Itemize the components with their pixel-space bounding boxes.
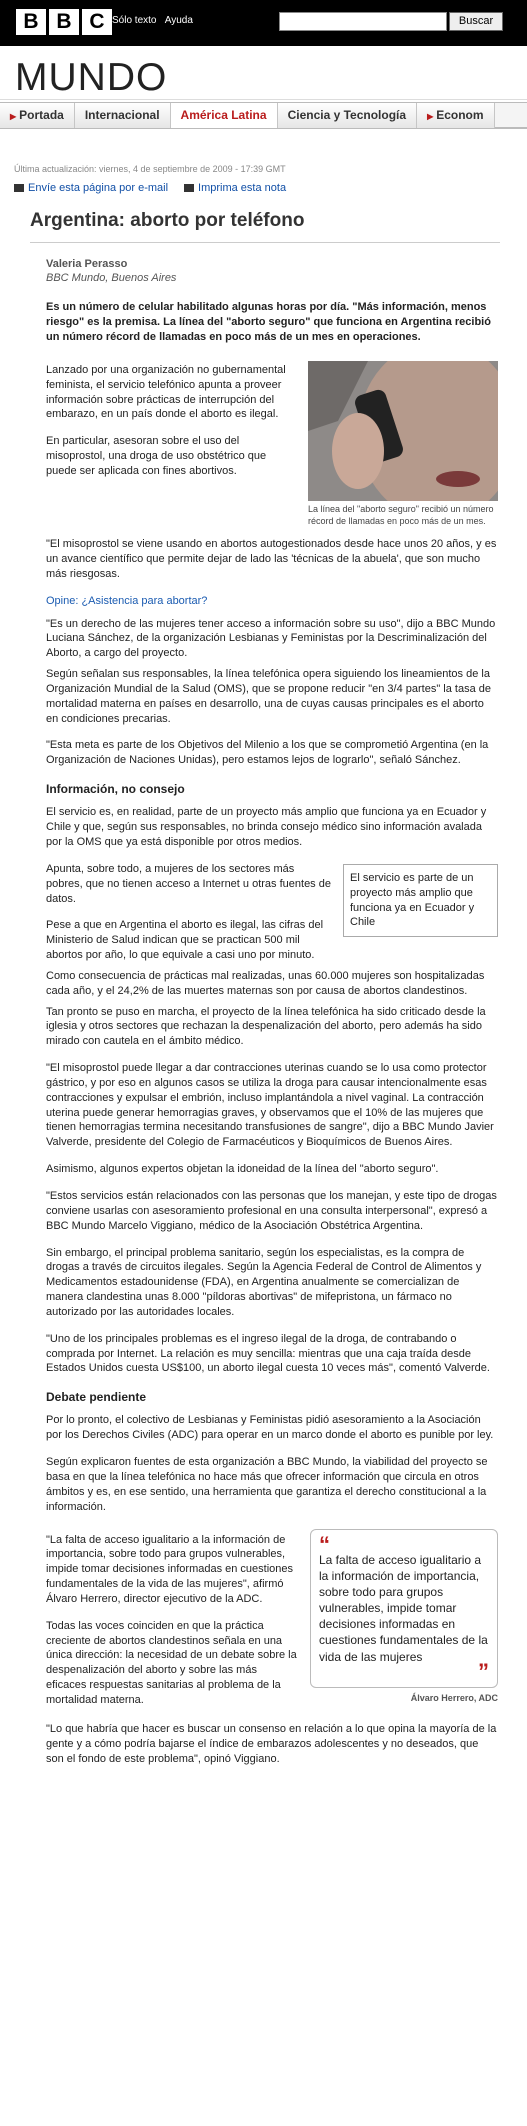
tab-portada[interactable] [0,103,75,128]
pull-quote-text: La falta de acceso igualitario a la información de importancia, sobre todo para grupos vulnerables, impide tomar decisiones informadas en cuestiones fundamentales de la vida de las mujeres [319,1552,488,1664]
last-updated: Última actualización: viernes, 4 de septiembre de 2009 - 17:39 GMT [14,164,286,174]
tab-label: Econom [436,108,484,122]
pull-quote-author: Álvaro Herrero, ADC [410,1692,498,1703]
tab-label: Ciencia y Tecnología [287,108,407,122]
paragraph: Sin embargo, el principal problema sanitario, según los especialistas, es la compra de drogas a través de circuitos ilegales. Según la Agencia Federal de Control de Alimentos y Medicamentos estadounidense (FDA), en Argentina anualmente se comercializan de manera clandestina unas 8.000 "píldoras abortivas" de mifepristona, un fármaco no autorizado por las autoridades locales. [46,1246,482,1318]
paragraph: Como consecuencia de prácticas mal realizadas, unas 60.000 mujeres son hospitalizadas cada año, y el 24,2% de las muertes maternas son por causa de abortos clandestinos. [46,969,485,997]
paragraph: Lanzado por una organización no gubernamental feminista, el servicio telefónico apunta a proveer información sobre prácticas de interrupción del embarazo, en un país donde el aborto es ilegal. [46,363,286,421]
paragraph: "La falta de acceso igualitario a la información de importancia, sobre todo para grupos vulnerables, impide tomar decisiones informadas en cuestiones fundamentales de la vida de las mujeres", afirmó Álvaro Herrero, director ejecutivo de la ADC. [46,1533,294,1605]
paragraph: Todas las voces coinciden en que la práctica creciente de abortos clandestinos señala en una única dirección: la necesidad de un debate sobre la despenalización del aborto y sobre las más eficaces respuestas sanitarias al problema de la mortalidad materna. [46,1619,297,1706]
article-photo [308,361,498,527]
paragraph: "Estos servicios están relacionados con las personas que los manejan, y este tipo de drogas conviene usarlas con asesoramiento profesional en una consulta interpersonal", expresó a BBC Mundo Marcelo Viggiano, médico de la Asociación Obstétrica Argentina. [46,1190,497,1232]
text-only-link[interactable]: Sólo texto [112,15,157,26]
paragraph: "Es un derecho de las mujeres tener acceso a información sobre su uso", dijo a BBC Mundo Luciana Sánchez, de la organización Lesbianas y Feministas por la Descriminalización del Aborto, a cargo del proyecto. [46,617,496,660]
paragraph: "El misoprostol puede llegar a dar contracciones uterinas cuando se lo usa como protector gástrico, y por eso en algunos casos se utiliza la droga para causar intencionalmente esas contracciones y expulsar el embrión, incluso implantándola a nivel vaginal. La contracción uterina puede generar hemorragias graves, y observamos que el 10% de las mujeres que tienen hemorragias termina necesitando transfusiones de sangre", dijo a BBC Mundo Javier Valverde, presidente del Colegio de Farmacéuticos y Bioquímicos de Buenos Aires. [46,1062,494,1149]
section-heading-info: Información, no consejo [46,782,185,797]
mundo-logo[interactable]: MUNDO [15,56,168,99]
tab-ciencia-tecnologia[interactable] [278,103,417,128]
phone-photo [308,361,498,501]
print-label: Imprima esta nota [198,182,287,195]
printer-icon [184,184,194,192]
paragraph: "El misoprostol se viene usando en abortos autogestionados desde hace unos 20 años, y es un avance científico que permite dejar de lado las 'técnicas de la abuela', que son mucho más riesgosas. [46,538,497,580]
tab-economia[interactable] [417,103,495,128]
tab-america-latina[interactable] [171,103,278,128]
search-input[interactable] [279,12,447,31]
paragraph: Apunta, sobre todo, a mujeres de los sectores más pobres, que no tienen acceso a Internet u otras fuentes de datos. [46,862,331,905]
bbc-logo-letter: C [82,9,112,35]
arrow-right-icon: ▶ [427,112,434,121]
paragraph: Según señalan sus responsables, la línea telefónica opera siguiendo los lineamientos de la Organización Mundial de la Salud (OMS), que se propone reducir "en 3/4 partes" la tasa de mortalidad materna en países en desarrollo, una de cuyas causas principales es el aborto en condiciones precarias. [46,668,492,725]
article-lead: Es un número de celular habilitado algunas horas por día. "Más información, menos riesgo" es la premisa. La línea del "aborto seguro" que funciona en Argentina recibió un número récord de llamadas en poco más de un mes en operaciones. [46,301,491,343]
paragraph: Asimismo, algunos expertos objetan la idoneidad de la línea del "aborto seguro". [46,1163,439,1176]
paragraph: En particular, asesoran sobre el uso del misoprostol, una droga de uso obstétrico que puede ser aplicada con fines abortivos. [46,435,267,477]
paragraph: "Uno de los principales problemas es el ingreso ilegal de la droga, de contrabando o comprada por Internet. La relación es muy sencilla: mientras que una caja traída desde Estados Unidos cuesta US$100, un aborto ilegal cuesta 10 veces más", comentó Valverde. [46,1332,490,1375]
opine-link[interactable]: Opine: ¿Asistencia para abortar? [46,594,208,607]
section-heading-debate: Debate pendiente [46,1390,147,1405]
paragraph: Según explicaron fuentes de esta organización a BBC Mundo, la viabilidad del proyecto se basa en que la línea telefónica no hace más que ofrecer información que circula en otros ámbitos y es, en ese sentido, una herramienta que garantiza el derecho constitucional a la información. [46,1456,488,1513]
byline [46,257,527,287]
pull-quote-box [310,1529,498,1688]
top-links [112,14,199,28]
email-label: Envíe esta página por e-mail [28,182,169,195]
tab-label: América Latina [180,108,267,122]
tab-internacional[interactable] [75,103,171,128]
article-meta [0,159,527,196]
top-bar [0,0,527,46]
nav-spacer [0,129,527,159]
fact-box: El servicio es parte de un proyecto más amplio que funciona ya en Ecuador y Chile [343,864,498,937]
main-nav [0,102,527,129]
article-tools [14,181,513,196]
article-body [46,300,498,1766]
brand-header [0,46,527,100]
search-button[interactable]: Buscar [449,12,503,31]
close-quote-icon: ” [478,1658,489,1684]
email-page-link[interactable] [14,181,168,196]
author-name: Valeria Perasso [46,257,128,270]
bbc-logo[interactable] [16,9,112,35]
paragraph: Por lo pronto, el colectivo de Lesbianas y Feministas pidió asesoramiento a la Asociación por los Derechos Civiles (ADC) para operar en un marco donde el aborto es punible por ley. [46,1414,494,1442]
paragraph: El servicio es, en realidad, parte de un proyecto más amplio que funciona ya en Ecuador y Chile y que, según sus responsables, no brinda consejo médico sino información avalada por la OMS que ya está disponible por otros medios. [46,806,487,848]
envelope-icon [14,184,24,192]
paragraph: Pese a que en Argentina el aborto es ilegal, las cifras del Ministerio de Salud indican que se practican 500 mil abortos por año, lo que equivale a casi uno por minuto. [46,919,324,962]
paragraph: Tan pronto se puso en marcha, el proyecto de la línea telefónica ha sido criticado desde la iglesia y otros sectores que rechazan la despenalización del aborto, pero además ha sido mirado con cautela en el ámbito médico. [46,1005,486,1048]
paragraph: "Esta meta es parte de los Objetivos del Milenio a los que se comprometió Argentina (en la Organización de Naciones Unidas), pero estamos lejos de lograrlo", señaló Sánchez. [46,739,489,767]
open-quote-icon: “ [319,1531,330,1557]
pull-quote [310,1529,498,1704]
help-link[interactable]: Ayuda [164,15,193,26]
article-headline: Argentina: aborto por teléfono [30,208,500,243]
author-source: BBC Mundo, Buenos Aires [46,272,177,285]
bbc-logo-letter: B [49,9,79,35]
tab-label: Internacional [84,108,160,122]
bbc-logo-letter: B [16,9,46,35]
photo-caption: La línea del "aborto seguro" recibió un número récord de llamadas en poco más de un mes. [308,503,494,526]
tab-label: Portada [19,108,64,122]
print-page-link[interactable] [184,181,286,196]
paragraph: "Lo que habría que hacer es buscar un consenso en relación a lo que opina la mayoría de la gente y a cómo podría bajarse el índice de embarazos adolescentes y no deseados, que son el fondo de este problema", opinó Viggiano. [46,1722,497,1765]
arrow-right-icon: ▶ [10,112,17,121]
